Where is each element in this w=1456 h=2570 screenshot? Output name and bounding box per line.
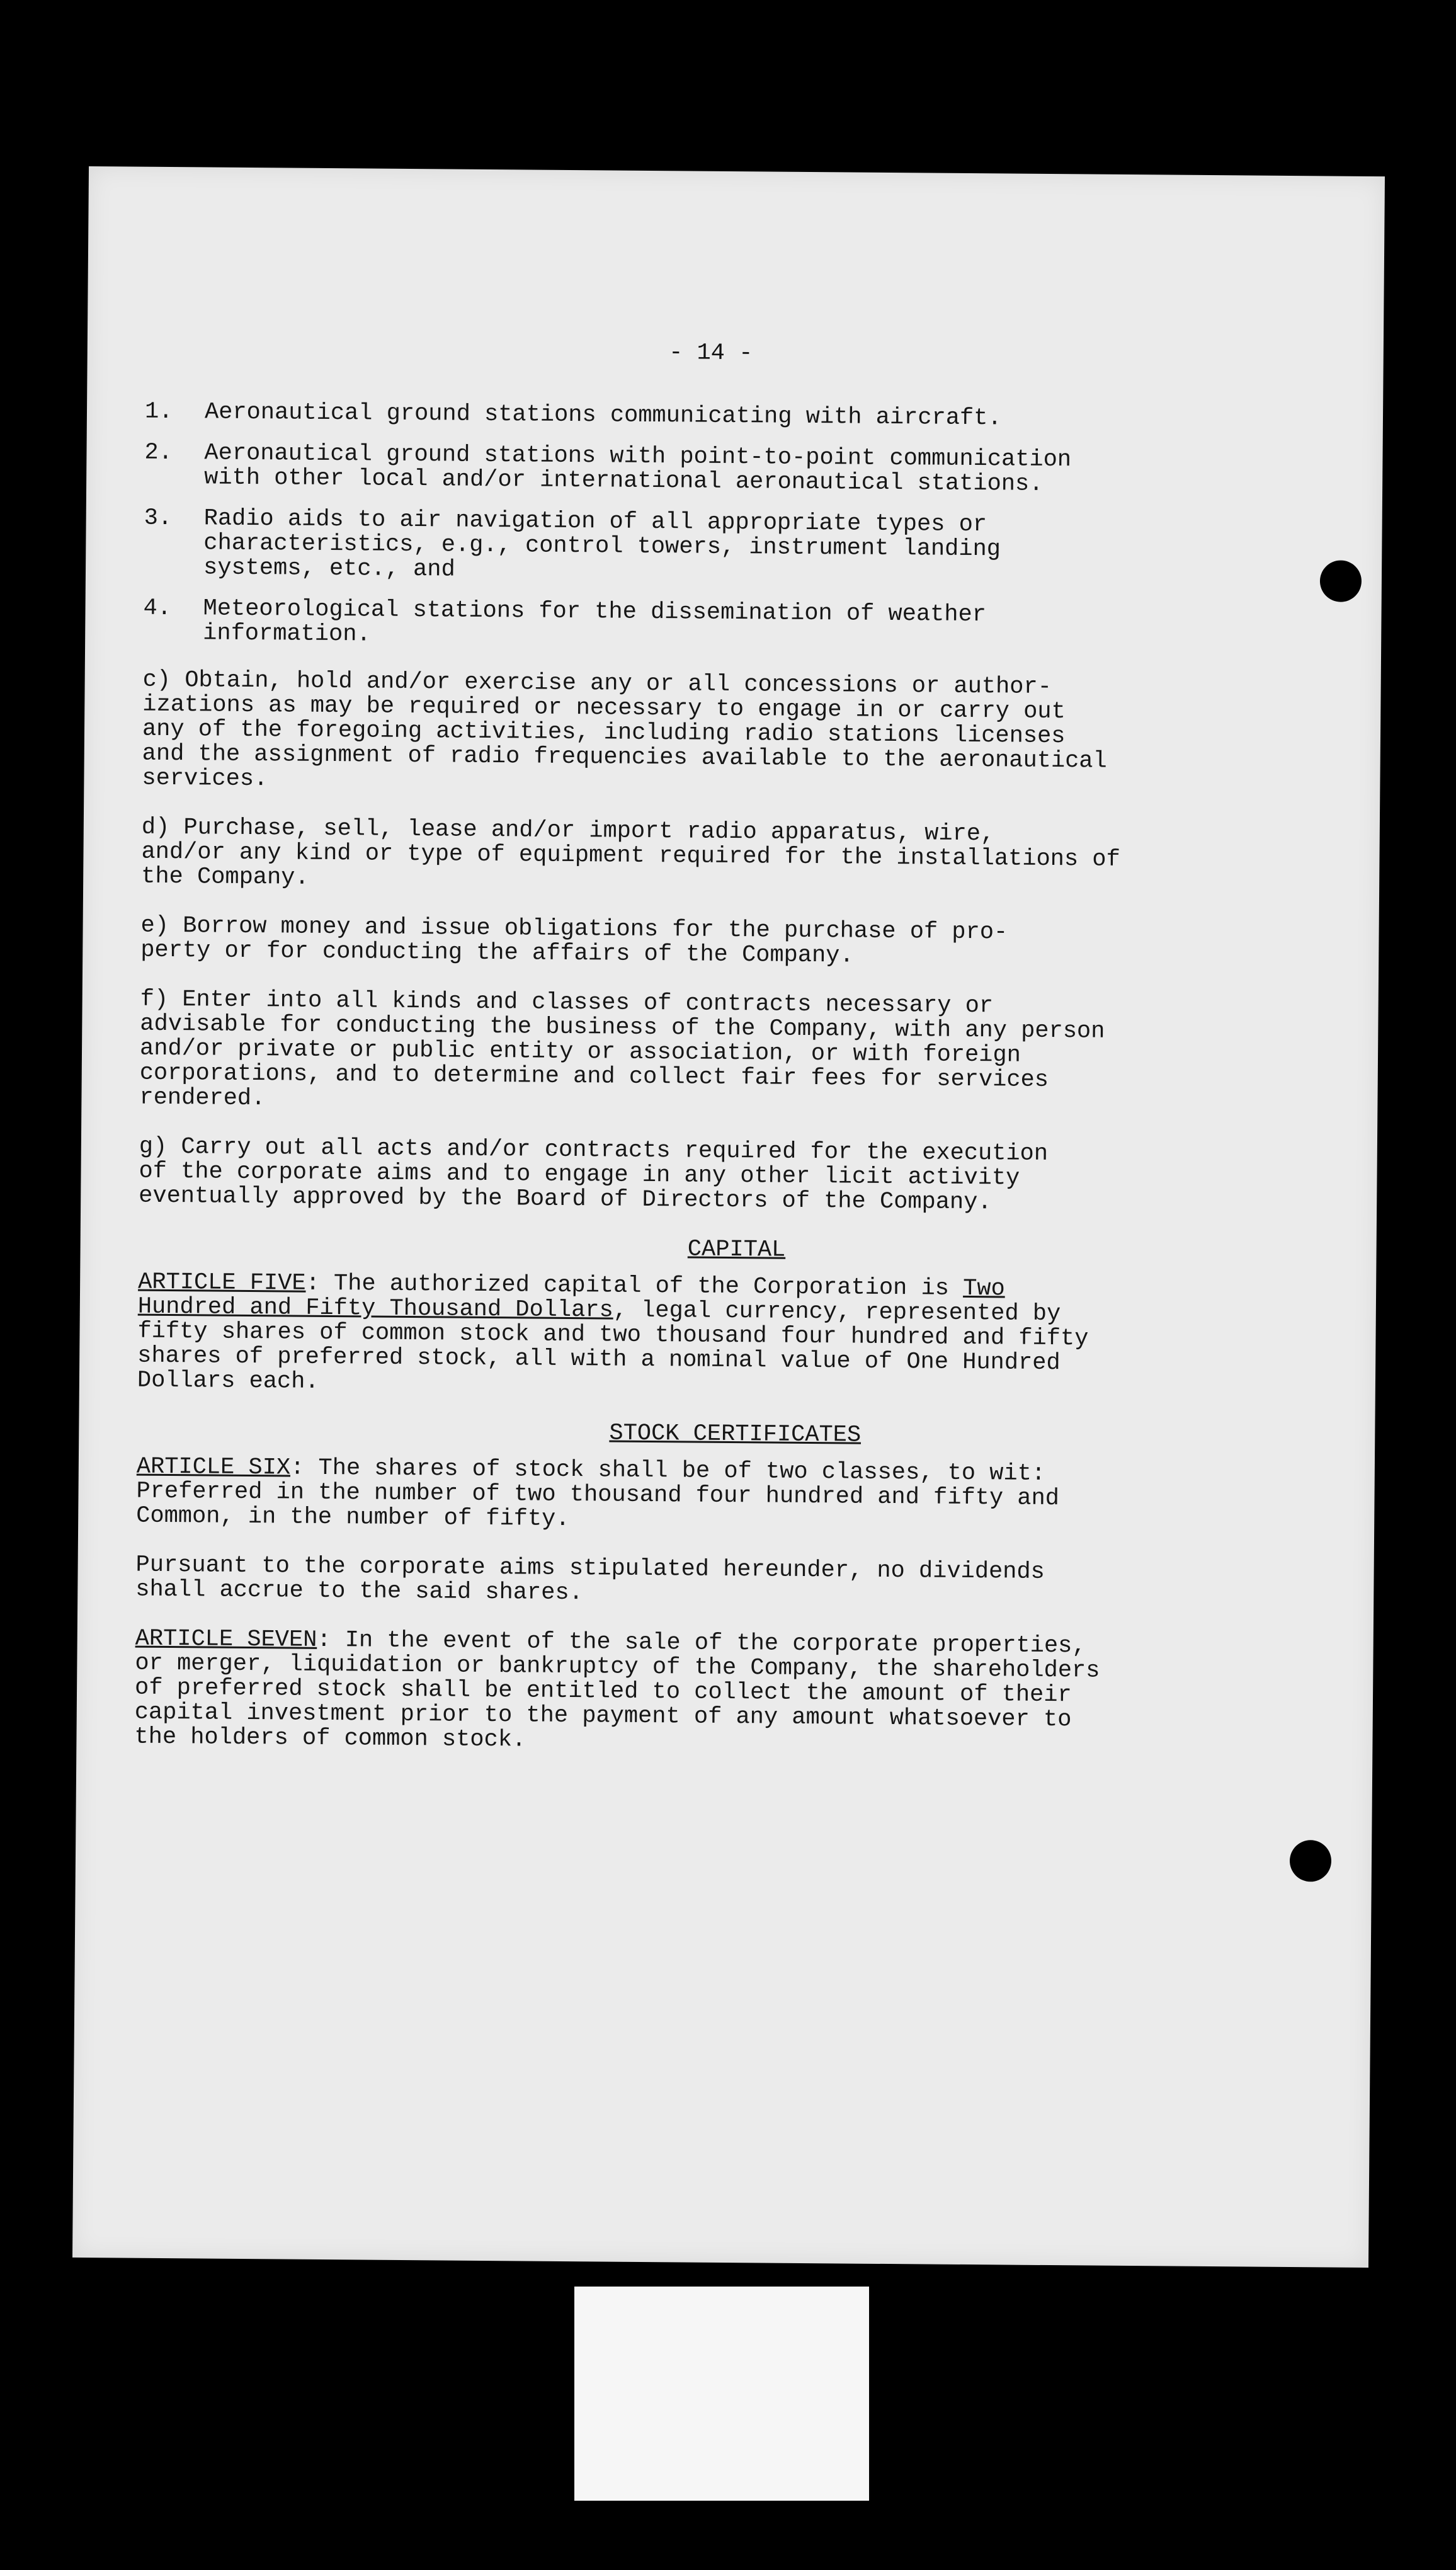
page-number: - 14 -	[668, 340, 753, 367]
paragraph-e: e) Borrow money and issue obligations for the purchase of pro- perty or for conducting the affairs of the Company.	[140, 912, 1008, 969]
article-five-text: : The authorized capital of the Corporation is	[305, 1270, 964, 1302]
paragraph-f: f) Enter into all kinds and classes of contracts necessary or advisable for conducting the business of the Company, with any person and/or private or public entity or association, or with foreign corporations, and to determine and collect fair fees for services rendered.	[139, 986, 1105, 1112]
article-six-text: : The shares of stock shall be of two classes, to wit: Preferred in the number of two thousand four hundred and fifty and Common, in the number of fifty.	[136, 1454, 1060, 1533]
punch-hole	[1290, 1840, 1332, 1882]
article-seven	[134, 1627, 1331, 1759]
article-five-label: ARTICLE FIVE	[137, 1269, 306, 1297]
list-item-number: 2.	[144, 439, 173, 467]
capital-heading: CAPITAL	[687, 1236, 786, 1264]
article-seven-label: ARTICLE SEVEN	[135, 1625, 317, 1653]
list-item-text: Aeronautical ground stations communicating with aircraft.	[204, 399, 1002, 432]
document-page	[72, 166, 1385, 2268]
list-item	[143, 597, 1340, 655]
stock-certificates-heading: STOCK CERTIFICATES	[609, 1420, 862, 1449]
blank-card	[574, 2287, 869, 2501]
list-item-number: 4.	[143, 595, 172, 622]
document-body	[134, 400, 1341, 1784]
article-five	[137, 1271, 1334, 1403]
pursuant-paragraph: Pursuant to the corporate aims stipulated hereunder, no dividends shall accrue to the said shares.	[135, 1551, 1045, 1607]
article-six	[136, 1455, 1333, 1538]
list-item	[144, 441, 1341, 500]
list-item-text: Radio aids to air navigation of all appropriate types or characteristics, e.g., control towers, instrument landing systems, etc., and	[203, 505, 1001, 583]
article-seven-text: : In the event of the sale of the corporate properties, or merger, liquidation or bankruptcy of the Company, the shareholders of preferred stock shall be entitled to collect the amount of their capital investment prior to the payment of any amount whatsoever to the holders of common stock.	[134, 1626, 1100, 1754]
paragraph-g: g) Carry out all acts and/or contracts required for the execution of the corporate aims and to engage in any other licit activity eventually approved by the Board of Directors of the Company.	[139, 1133, 1049, 1216]
paragraph-d: d) Purchase, sell, lease and/or import radio apparatus, wire, and/or any kind or type of equipment required for the installations of the Company.	[141, 814, 1120, 891]
list-item	[145, 400, 1341, 434]
list-item-number: 3.	[144, 505, 173, 532]
paragraph-c: c) Obtain, hold and/or exercise any or all concessions or author- izations as may be required or necessary to engage in or carry out any of the foregoing activities, including radio stations licenses and the assignment of radio frequencies available to the aeronautical services.	[142, 666, 1107, 793]
list-item	[144, 506, 1341, 590]
list-item-number: 1.	[144, 398, 173, 426]
list-item-text: Meteorological stations for the dissemination of weather information.	[203, 595, 987, 648]
capital-amount: Two Hundred and Fifty Thousand Dollars	[137, 1275, 1005, 1324]
article-six-label: ARTICLE SIX	[136, 1453, 291, 1482]
list-item-text: Aeronautical ground stations with point-to-point communication with other local and/or international aeronautical stations.	[204, 440, 1072, 498]
article-five-text-continued: , legal currency, represented by fifty shares of common stock and two thousand four hundred and fifty shares of preferred stock, all with a nominal value of One Hundred Dollars each.	[137, 1297, 1089, 1395]
